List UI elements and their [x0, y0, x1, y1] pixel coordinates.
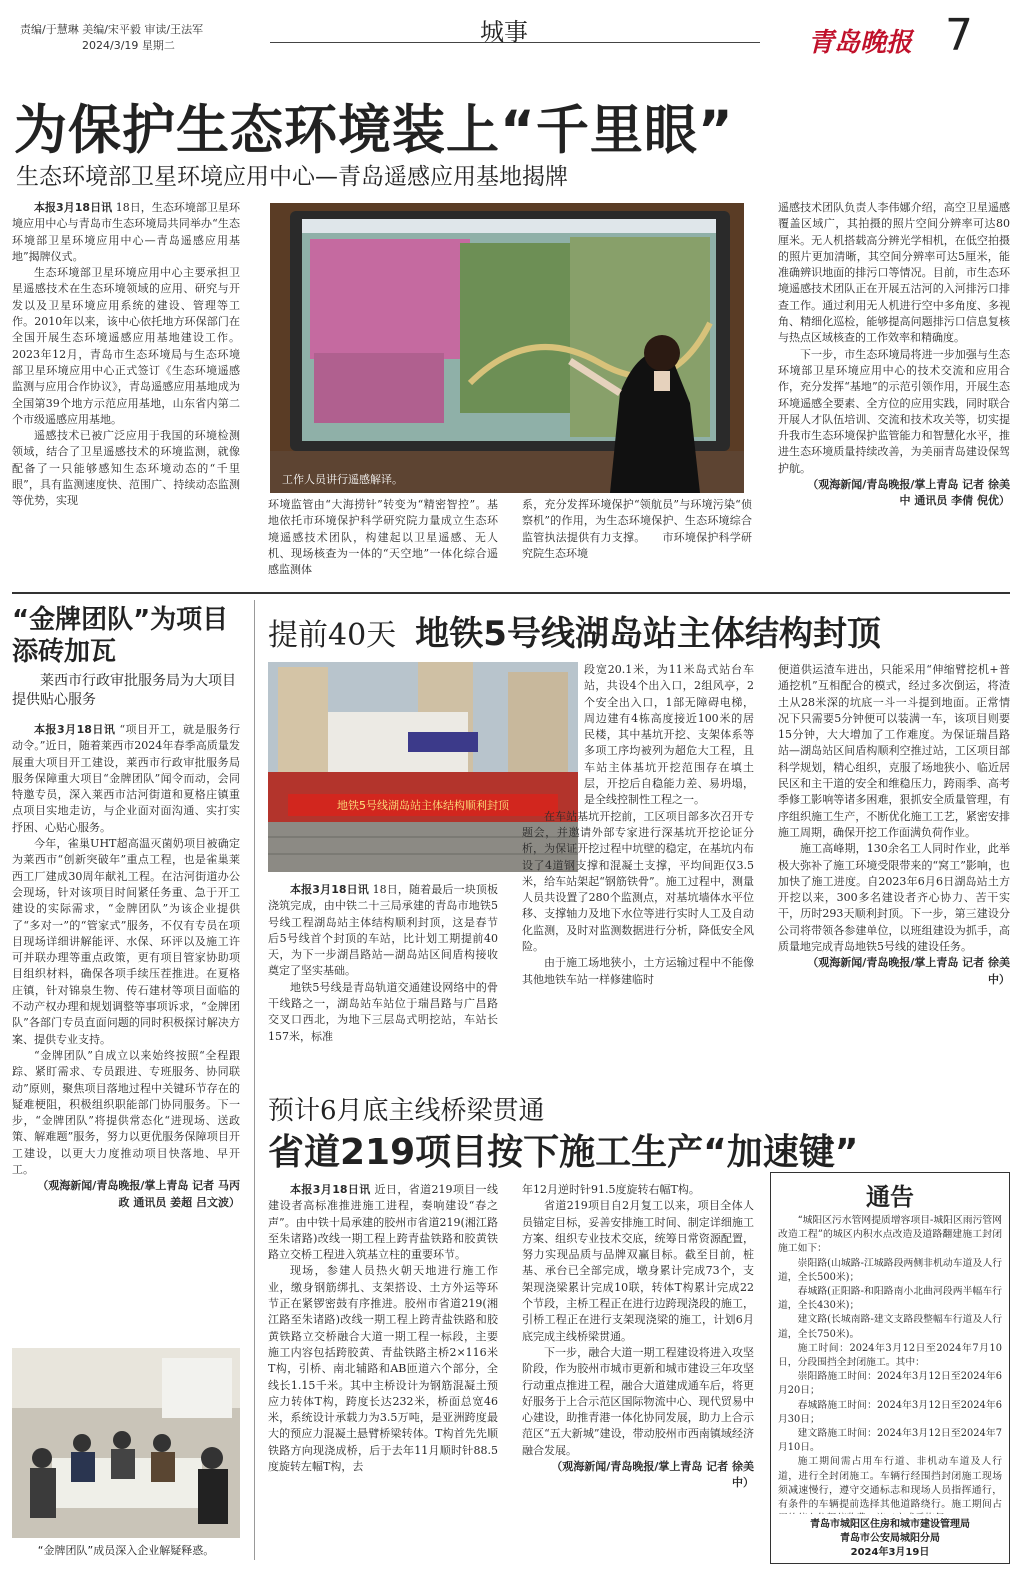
article3-byline: （观海新闻/青岛晚报/掌上青岛 记者 徐美中）	[807, 956, 1010, 986]
article1-column3: 系，充分发挥环境保护“领航员”与环境污染“侦察机”的作用，为生态环境保护、生态环境综合监管执法提供有力支撑。 市环境保护科学研究院生态环境	[522, 498, 752, 560]
article2-photo-caption: “金牌团队”成员深入企业解疑释惑。	[37, 1544, 215, 1557]
article1-photo-caption: 工作人员讲行遥感解译。	[282, 473, 403, 486]
notice-date: 2024年3月19日	[850, 1547, 930, 1558]
column-rule	[254, 600, 255, 1560]
article1-byline: （观海新闻/青岛晚报/掌上青岛 记者 徐美中 通讯员 李倩 倪优）	[807, 478, 1010, 508]
page-number: 7	[945, 10, 973, 61]
meeting-room-photo	[12, 1348, 240, 1538]
editor-credit: 责编/于慧琳 美编/宋平毅 审读/王法军	[20, 23, 204, 36]
newspaper-logo: 青岛晚报	[808, 28, 913, 58]
article2-headline: “金牌团队”为项目添砖加瓦	[12, 605, 229, 667]
article3-column3: 便道供运渣车进出，只能采用“伸缩臂挖机+普通挖机”互相配合的模式，经过多次倒运，将渣土从28米深的坑底一斗一斗提到地面。正常情况下只需要5分钟便可以装满一车，该项目则要15分钟，大大增加了工作难度。为保证瑞昌路站—湖岛站区间盾构顺利空推过站，工区项目部科学规划，精心组织，克服了场地狭小、临近居民区和主干道的安全和维稳压力，跨雨季、高考季修工影响等诸多困难，狠抓安全质量管理，有序组织施工生产，不断优化施工工艺，紧密安排施工周期，确保开挖工作面满负荷作业。 施工高峰期，130余名工人同时作业，此举极大弥补了施工环境受限带来的“窝工”影响，也加快了施工进度。自2023年6月6日湖岛站土方开挖以来，300多名建设者齐心协力、苦干实干，历时293天顺利封顶。下一步，第三建设分公司将带领各参建单位，以班组建设为抓手，高质量地完成青岛地铁5号线的建设任务。 （观海新闻/青岛晚报/掌上青岛 记者 徐美中）	[778, 662, 1010, 1082]
article4-byline: （观海新闻/青岛晚报/掌上青岛 记者 徐美中）	[551, 1460, 754, 1490]
masthead-meta	[20, 22, 203, 54]
article4-kicker: 预计6月底主线桥梁贯通	[268, 1096, 545, 1126]
section-name: 城事	[480, 18, 528, 46]
article1-column1: 本报3月18日讯 18日，生态环境部卫星环境应用中心与青岛市生态环境局共同举办“生态环境部卫星环境应用中心—青岛遥感应用基地”揭牌仪式。 生态环境部卫星环境应用中心主要承担卫星遥感技术在生态环境领域的应用、研究与开发以及卫星环境应用系统的建设、管理等工作。2010年以来，该中心依托地方环保部门在全国开展生态环境遥感应用基地建设工作。2023年12月，青岛市生态环境局与生态环境部卫星环境应用中心正式签订《生态环境遥感监测与应用合作协议》，青岛遥感应用基地成为全国第39个地方示范应用基地，山东省内第二个市级遥感应用基地。 遥感技术已被广泛应用于我国的环境检测领域，结合了卫星遥感技术的环境监测，就像配备了一只能够感知生态环境动态的“千里眼”，具有监测速度快、范围广、持续动态监测等优势，实现	[12, 201, 240, 508]
article1-column4: 遥感技术团队负责人李伟娜介绍，高空卫星遥感覆盖区域广，其拍摄的照片空间分辨率可达80厘米。无人机搭载高分辨光学相机，在低空拍摄的照片更加清晰，其空间分辨率可达5厘米，能准确辨识地面的排污口等情况。目前，市生态环境遥感技术团队正在开展五沽河的入河排污口排查工作。通过利用无人机进行空中多角度、多视角、精细化巡检，能够提高问题排污口信息复核与热点区域核查的工作效率和精确度。 下一步，市生态环境局将进一步加强与生态环境部卫星环境应用中心的技术交流和应用合作，充分发挥“基地”的示范引领作用，开展生态环境遥感全要素、全方位的应用实践，同时联合开展人才队伍培训、交流和技术攻关等，切实提升我市生态环境保护监管能力和智慧化水平，推进生态环境质量持续改善，为美丽青岛建设保驾护航。 （观海新闻/青岛晚报/掌上青岛 记者 徐美中 通讯员 李倩 倪优）	[778, 200, 1010, 585]
section-divider	[12, 592, 1010, 594]
notice-body: “城阳区污水管网提质增容项目-城阳区雨污管网改造工程”的城区内积水点改造及道路翻建施工封闭施工如下： 崇阳路(山城路-江城路段两侧非机动车道及人行道，全长500米)； 春城路(正阳路-和阳路南小北曲河段两半幅车行道，全长430米)； 建文路(长城南路-建文支路段整幅车行道及人行道，全长750米)。 施工时间：2024年3月12日至2024年7月10日，分段围挡全封闭施工。其中： 崇阳路施工时间：2024年3月12日至2024年6月20日； 春城路施工时间：2024年3月12日至2024年6月30日； 建文路施工时间：2024年3月12日至2024年7月10日。 施工期间需占用车行道、非机动车道及人行道，进行全封闭施工。车辆行经围挡封闭施工现场须减速慢行，遵守交通标志和现场人员指挥通行，有条件的车辆提前选择其他道路绕行。施工期间占	[778, 1215, 1002, 1511]
remote-sensing-screen-photo	[270, 203, 744, 493]
article2-body: 本报3月18日讯 “项目开工，就是服务行动令。”近日，随着莱西市2024年春季高质量发展重大项目开工建设，莱西市行政审批服务局服务保障重大项目“金牌团队”闻令而动，会同特邀专员，深入莱西市沽河街道和夏格庄镇重点项目实地走访，与企业面对面沟通、实打实抒困、心贴心服务。 今年，雀巢UHT超高温灭菌奶项目被确定为莱西市“创新突破年”重点工程，也是雀巢莱西工厂建成30周年献礼工程。在沽河街道办公会现场，针对该项目时间紧任务重、急于开工建设的实际需求，“金牌团队”为该企业提供了“多对一”的“管家式”服务，不仅有专员在项目现场详细讲解能评、水保、环评以及施工许可并联办理等重点政策，更有项目管家协助项目组织材料，确保各项手续压茬推进。在夏格庄镇，针对锦泉生物、传石建材等项目面临的不动产权办理和规划调整等事项诉求，“金牌团队”各部门专员直面问题的同时积极探讨解决方案、提供专业支持。 “金牌团队”自成立以来始终按照“全程跟踪、紧盯需求、专员跟进、专班服务、协同联动”原则，聚焦项目落地过程中关键环节存在的疑难梗阻，积极组织职能部门协同服务。下一步，“金牌团队”将提供常态化“进现场、送政策、解难题”服务，努力以更优服务保障项目开工建设，以更大力度推动项目快落地、早开工。 （观海新闻/青岛晚报/掌上青岛 记者 马丙政 通讯员 姜超 吕文波）	[12, 722, 240, 1342]
article3-photo-banner: 地铁5号线湖岛站主体结构顺利封顶	[337, 799, 509, 812]
dateline: 本报3月18日讯	[34, 201, 113, 214]
notice-title: 通告	[866, 1183, 914, 1211]
article1-column2: 环境监管由“大海捞针”转变为“精密智控”。基地依托市环境保护科学研究院力量成立生态环境遥感技术团队，构建起以卫星遥感、无人机、现场核查为一体的“天空地”一体化综合遥感监测体	[268, 498, 498, 577]
article4-headline: 省道219项目按下施工生产“加速键”	[268, 1132, 859, 1173]
article3-column2: 段宽20.1米，为11米岛式站台车站，共设4个出入口，2组风亭，2个安全出入口，1部无障碍电梯，周边建有4栋高度接近100米的居民楼，其中基坑开挖、支架体系等多项工序均被列为超危大工程，且车站主体基坑开挖范围存在填土层，开挖后自稳能力差、易坍塌，是全线控制性工程之一。 在车站基坑开挖前，工区项目部多次召开专题会，并邀请外部专家进行深基坑开挖论证分析，为保证开挖过程中坑壁的稳定，在基坑内布设了4道钢支撑和混凝土支撑，平均间距仅3.5米，给车站架起“钢筋铁骨”。施工过程中，测量人员共设置了280个监测点，对基坑墙体水平位移、支撑轴力及地下水位等进行实时人工及自动化监测，及时对监测数据进行分析，降低安全风险。 由于施工场地狭小，土方运输过程中不能像其他地铁车站一样修建临时	[522, 663, 754, 986]
article3-headline-light: 提前40天	[268, 618, 397, 653]
article2-photo	[12, 1348, 240, 1538]
article4-column2: 年12月逆时针91.5度旋转右幅T构。 省道219项目自2月复工以来，项目全体人员锚定目标，妥善安排施工时间、制定详细施工方案、组织专业技术交底，统筹日常资源配置，努力实现品质与品牌双赢目标。截至目前，桩基、承台已全部完成，墩身累计完成73个，支架现浇梁累计完成10联，转体T构累计完成22个节段，主桥工程正在进行边跨现浇段的施工，引桥工程正在进行支架现浇梁的施工，计划6月底完成主线桥梁贯通。 下一步，融合大道一期工程建设将进入攻坚阶段，作为胶州市城市更新和城市建设三年攻坚行动重点推进工程，融合大道建成通车后，将更好服务于上合示范区国际物流中心、现代贸易中心建设，助推青港一体化协同发展，助力上合示范区“五大新城”建设，带动胶州市西南镇域经济融合发展。 （观海新闻/青岛晚报/掌上青岛 记者 徐美中）	[522, 1182, 754, 1564]
article1-photo	[270, 203, 744, 493]
headline-main: 为保护生态环境装上“千里眼”	[14, 100, 734, 161]
subheadline-main: 生态环境部卫星环境应用中心—青岛遥感应用基地揭牌	[16, 164, 568, 190]
article3-headline	[268, 606, 881, 655]
article4-column1: 本报3月18日讯 近日，省道219项目一线建设者高标准推进施工进程，奏响建设“春之声”。由中铁十局承建的胶州市省道219(湘江路至朱诸路)改线一期工程上跨青盐铁路和胶黄铁路立交桥工程进入筑基立柱的重要环节。 现场，参建人员热火朝天地进行施工作业，缴身钢筋绑扎、支架搭设、土方外运等环节正在紧锣密鼓有序推进。胶州市省道219(湘江路至朱诸路)改线一期工程上跨青盐铁路和胶黄铁路立交桥融合大道一期工程一标段，主要施工内容包括跨胶黄、青盐铁路主桥2×116米T构，引桥、南北辅路和AB匝道六个部分，全线长1.15千米。其中主桥设计为钢筋混凝土预应力转体T构，跨度长达232米，桥面总宽46米，系统设计承载力为3.5万吨，是亚洲跨度最大的预应力混凝土悬臂桥梁转体。T构首先先顺铁路方向现浇成桥，后于去年11月顺时针88.5度旋转左幅T构，去	[268, 1183, 498, 1474]
issue-date: 2024/3/19 星期二	[82, 39, 175, 52]
public-notice-box	[770, 1172, 1010, 1564]
article3-column1: 本报3月18日讯 18日，随着最后一块顶板浇筑完成，由中铁二十三局承建的青岛市地铁5号线工程湖岛站主体结构顺利封顶，这是春节后5号线首个封顶的车站，比计划工期提前40天，为下一步湖昌路站—湖岛站区间盾构接收奠定了坚实基础。 地铁5号线是青岛轨道交通建设网络中的骨干线路之一，湖岛站车站位于瑞昌路与广昌路交叉口西北，为地下三层岛式明挖站，车站长157米，标准	[268, 883, 498, 1043]
article2-subheadline: 莱西市行政审批服务局为大项目提供贴心服务	[12, 673, 236, 708]
article3-headline-bold: 地铁5号线湖岛站主体结构封顶	[415, 614, 881, 654]
notice-issuers: 青岛市城阳区住房和城市建设管理局 青岛市公安局城阳分局 2024年3月19日	[771, 1518, 1009, 1560]
article2-byline: （观海新闻/青岛晚报/掌上青岛 记者 马丙政 通讯员 姜超 吕文波）	[37, 1179, 240, 1209]
